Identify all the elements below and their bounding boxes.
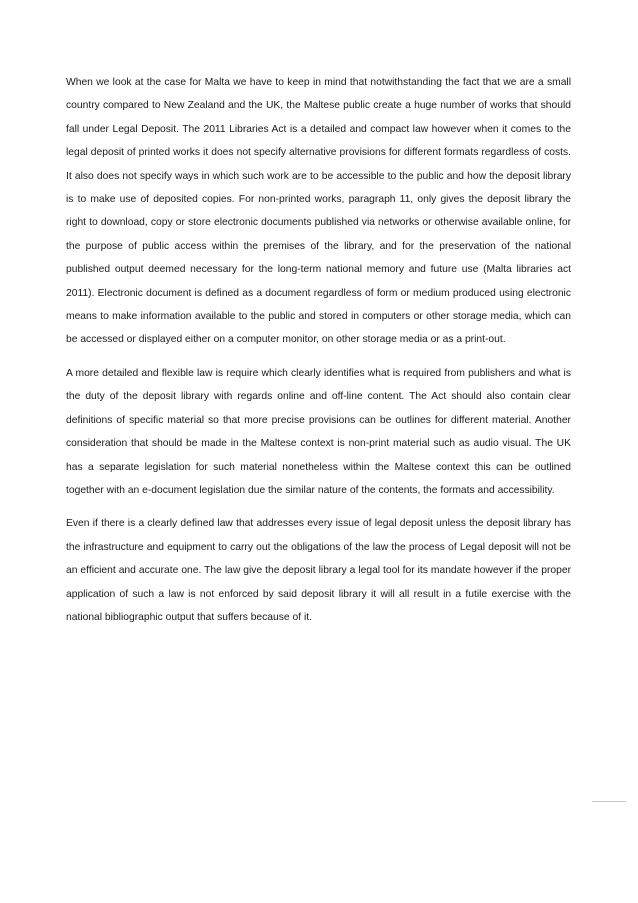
paragraph-1: When we look at the case for Malta we have to keep in mind that notwithstanding the fact that we are a small country compared to New Zealand and the UK, the Maltese public create a huge number of works that should fall under Legal Deposit. The 2011 Libraries Act is a detailed and compact law however when it comes to the legal deposit of printed works it does not specify alternative provisions for different formats regardless of costs. It also does not specify ways in which such work are to be accessible to the public and how the deposit library is to make use of deposited copies. For non-printed works, paragraph 11, only gives the deposit library the right to download, copy or store electronic documents published via networks or otherwise available online, for the purpose of public access within the premises of the library, and for the preservation of the national published output deemed necessary for the long-term national memory and future use (Malta libraries act 2011). Electronic document is defined as a document regardless of form or medium produced using electronic means to make information available to the public and stored in computers or other storage media, which can be accessed or displayed either on a computer monitor, on other storage media or as a print-out.: [66, 77, 571, 346]
paragraph-2: A more detailed and flexible law is require which clearly identifies what is required from publishers and what is the duty of the deposit library with regards online and off-line content. The Act should also contain clear definitions of specific material so that more precise provisions can be outlines for different material. Another consideration that should be made in the Maltese context is non-print material such as audio visual. The UK has a separate legislation for such material nonetheless within the Maltese context this can be outlined together with an e-document legislation due the similar nature of the contents, the formats and accessibility.: [66, 367, 571, 496]
paragraph-3: Even if there is a clearly defined law that addresses every issue of legal deposit unless the deposit library has the infrastructure and equipment to carry out the obligations of the law the process of Legal deposit will not be an efficient and accurate one. The law give the deposit library a legal tool for its mandate however if the proper application of such a law is not enforced by said deposit library it will all result in a futile exercise with the national bibliographic output that suffers because of it.: [66, 518, 571, 623]
document-body: [66, 71, 571, 639]
footer-divider: [592, 801, 626, 802]
